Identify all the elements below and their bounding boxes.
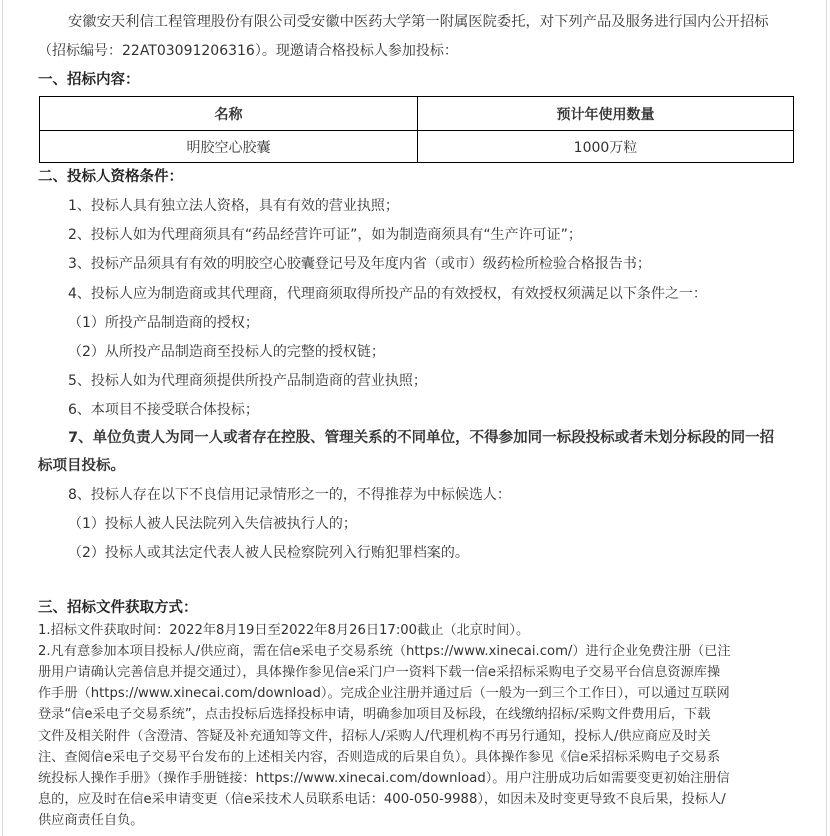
qualification-subitem: （2）投标人或其法定代表人被人民检察院列入行贿犯罪档案的。	[68, 545, 469, 561]
table-header-row	[40, 97, 794, 131]
table-header-name: 名称	[40, 97, 418, 131]
qualification-item-7-line-2: 标项目投标。	[38, 458, 125, 474]
qualification-subitem: （1）投标人被人民法院列入失信被执行人的；	[68, 516, 357, 532]
acquisition-line: 供应商责任自负。	[38, 813, 144, 828]
acquisition-line: 2.凡有意参加本项目投标人/供应商，需在信e采电子交易系统（https://www.xinecai.com/）进行企业免费注册（已注	[38, 644, 731, 659]
acquisition-line: 1.招标文件获取时间：2022年8月19日至2022年8月26日17:00截止（北京时间）。	[38, 623, 530, 638]
table-cell-quantity: 1000万粒	[418, 131, 794, 163]
acquisition-line: 息的，应及时在信e采申请变更（信e采技术人员联系电话：400-050-9988），如因未及时变更导致不良后果，投标人/	[38, 792, 726, 807]
intro-line-1: 安徽安天利信工程管理股份有限公司受安徽中医药大学第一附属医院委托，对下列产品及服务进行国内公开招标	[68, 14, 769, 30]
acquisition-line: 文件及相关附件（含澄清、答疑及补充通知等文件，招标人/采购人/代理机构不再另行通知，投标人/供应商应及时关	[38, 729, 711, 744]
table-row	[40, 131, 794, 163]
acquisition-line: 统投标人操作手册》（操作手册链接：https://www.xinecai.com/download）。用户注册成功后如需要变更初始注册信	[38, 771, 730, 786]
section-2-heading: 二、投标人资格条件：	[38, 169, 183, 185]
qualification-item-8: 8、投标人存在以下不良信用记录情形之一的，不得推荐为中标候选人：	[68, 487, 511, 503]
qualification-item: 5、投标人如为代理商须提供所投产品制造商的营业执照；	[68, 373, 427, 389]
qualification-item: 4、投标人应为制造商或其代理商，代理商须取得所投产品的有效授权，有效授权须满足以下条件之一：	[68, 286, 707, 302]
qualification-subitem: （2）从所投产品制造商至投标人的完整的授权链；	[68, 344, 385, 360]
bid-items-table	[39, 96, 794, 163]
acquisition-line: 注、查阅信e采电子交易平台发布的上述相关内容，否则造成的后果自负）。具体操作参见《信e采招标采购电子交易系	[38, 750, 721, 765]
section-1-heading: 一、招标内容：	[38, 72, 140, 88]
intro-line-2: （招标编号：22AT03091206316）。现邀请合格投标人参加投标：	[38, 43, 458, 59]
acquisition-line: 册用户请确认完善信息并提交通过），具体操作参见信e采门户一资料下载一信e采招标采购电子交易平台信息资源库操	[38, 665, 721, 680]
acquisition-line: 登录“信e采电子交易系统”，点击投标后选择投标申请，明确参加项目及标段，在线缴纳招标/采购文件费用后，下载	[38, 707, 711, 722]
qualification-subitem: （1）所投产品制造商的授权；	[68, 315, 259, 331]
section-3-heading: 三、招标文件获取方式：	[38, 600, 198, 616]
table-cell-name: 明胶空心胶囊	[40, 131, 418, 163]
qualification-item: 2、投标人如为代理商须具有“药品经营许可证”，如为制造商须具有“生产许可证”；	[68, 227, 582, 243]
qualification-item-7-line-1: 7、单位负责人为同一人或者存在控股、管理关系的不同单位，不得参加同一标段投标或者未划分标段的同一招	[68, 430, 775, 446]
qualification-item: 1、投标人具有独立法人资格，具有有效的营业执照；	[68, 198, 399, 214]
table-header-quantity: 预计年使用数量	[418, 97, 794, 131]
qualification-item: 3、投标产品须具有有效的明胶空心胶囊登记号及年度内省（或市）级药检所检验合格报告书；	[68, 256, 651, 272]
acquisition-line: 作手册（https://www.xinecai.com/download）。完成企业注册并通过后（一般为一到三个工作日），可以通过互联网	[38, 686, 730, 701]
qualification-item: 6、本项目不接受联合体投标；	[68, 402, 259, 418]
